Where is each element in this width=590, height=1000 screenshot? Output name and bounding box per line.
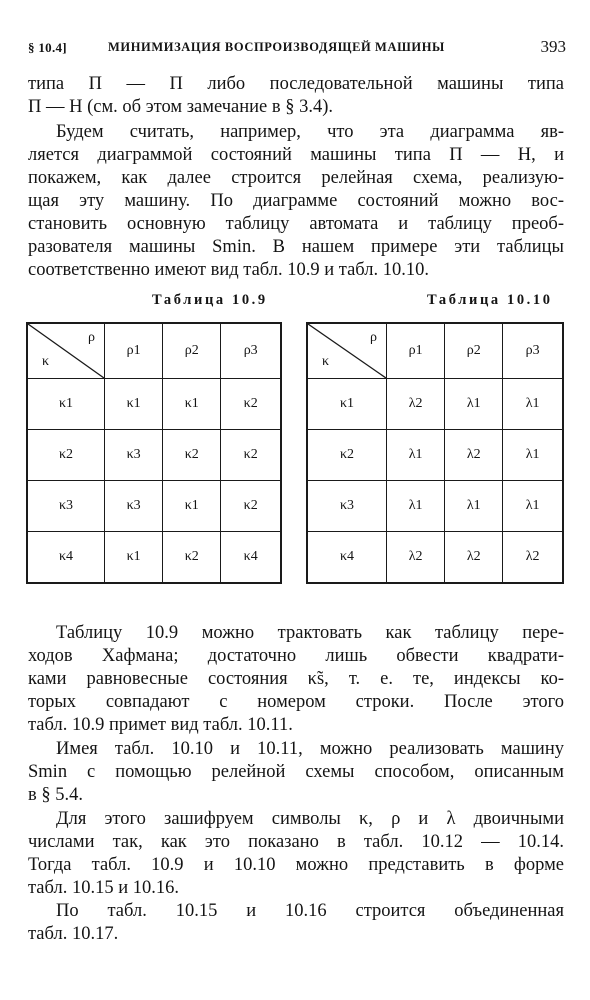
paragraph-2 — [28, 121, 564, 282]
text-line: в § 5.4. — [28, 785, 83, 805]
table-row — [307, 481, 563, 532]
table-cell: κ2 — [221, 379, 281, 430]
table-cell: κ4 — [221, 532, 281, 584]
table-cell: λ1 — [445, 481, 503, 532]
corner-top-label: ρ — [370, 330, 377, 345]
table-cell: λ2 — [387, 532, 445, 584]
corner-cell — [27, 323, 105, 379]
row-label: κ4 — [27, 532, 105, 584]
table-cell: λ2 — [445, 532, 503, 584]
table-10-9 — [26, 322, 282, 584]
running-header — [28, 37, 566, 61]
table-10-10 — [306, 322, 564, 584]
table-cell: λ1 — [387, 481, 445, 532]
column-header: ρ1 — [387, 323, 445, 379]
corner-top-label: ρ — [88, 330, 95, 345]
corner-bottom-label: κ — [42, 354, 50, 369]
table-caption-10-9: Таблица 10.9 — [152, 292, 268, 308]
table-cell: κ2 — [163, 430, 221, 481]
table-row — [27, 481, 281, 532]
table-cell: κ2 — [221, 430, 281, 481]
table-row — [307, 379, 563, 430]
text-line: табл. 10.17. — [28, 924, 119, 944]
text-line: щая эту машину. По диаграмме состояний можно вос- — [28, 191, 564, 211]
table-cell: λ1 — [503, 379, 563, 430]
table-row — [27, 430, 281, 481]
table-cell: λ2 — [503, 532, 563, 584]
text-line: числами так, как это показано в табл. 10.12 — 10.14. — [28, 832, 564, 852]
row-label: κ1 — [307, 379, 387, 430]
row-label: κ3 — [27, 481, 105, 532]
text-line: покажем, как далее строится релейная схема, реализую- — [28, 168, 564, 188]
text-line: Тогда табл. 10.9 и 10.10 можно представить в форме — [28, 855, 564, 875]
text-line: ходов Хафмана; достаточно лишь обвести квадрати- — [28, 646, 564, 666]
text-line: Для этого зашифруем символы κ, ρ и λ двоичными — [56, 809, 564, 829]
table-cell: κ2 — [163, 532, 221, 584]
text-line: соответственно имеют вид табл. 10.9 и табл. 10.10. — [28, 260, 429, 280]
table-cell: λ2 — [445, 430, 503, 481]
column-header: ρ3 — [503, 323, 563, 379]
section-ref: § 10.4] — [28, 40, 67, 55]
table-cell: λ1 — [503, 430, 563, 481]
text-line: По табл. 10.15 и 10.16 строится объединенная — [56, 901, 564, 921]
text-line: Smin с помощью релейной схемы способом, описанным — [28, 762, 564, 782]
table-row — [307, 532, 563, 584]
table-cell: κ3 — [105, 481, 163, 532]
table-cell: κ1 — [105, 532, 163, 584]
page-number: 393 — [540, 37, 566, 56]
row-label: κ3 — [307, 481, 387, 532]
text-line: табл. 10.15 и 10.16. — [28, 878, 179, 898]
paragraph-5 — [28, 808, 564, 900]
text-line: П — Н (см. об этом замечание в § 3.4). — [28, 97, 333, 117]
text-line: ками равновесные состояния κ̃s, т. е. те, индексы ко- — [28, 669, 564, 689]
table-cell: λ2 — [387, 379, 445, 430]
row-label: κ2 — [27, 430, 105, 481]
table-cell: κ1 — [163, 379, 221, 430]
text-line: Имея табл. 10.10 и 10.11, можно реализовать машину — [56, 739, 564, 759]
table-header-row — [307, 323, 563, 379]
column-header: ρ2 — [163, 323, 221, 379]
row-label: κ1 — [27, 379, 105, 430]
paragraph-4 — [28, 738, 564, 807]
table-cell: κ2 — [221, 481, 281, 532]
table-row — [307, 430, 563, 481]
table-cell: λ1 — [503, 481, 563, 532]
paragraph-1 — [28, 73, 564, 119]
text-line: Будем считать, например, что эта диаграмма яв- — [56, 122, 564, 142]
table-cell: λ1 — [387, 430, 445, 481]
chapter-title: МИНИМИЗАЦИЯ ВОСПРОИЗВОДЯЩЕЙ МАШИНЫ — [108, 40, 445, 54]
text-line: разователя машины Smin. В нашем примере эти таблицы — [28, 237, 564, 257]
column-header: ρ2 — [445, 323, 503, 379]
row-label: κ2 — [307, 430, 387, 481]
table-cell: κ1 — [163, 481, 221, 532]
table-header-row — [27, 323, 281, 379]
text-line: торых совпадают с номером строки. После этого — [28, 692, 564, 712]
corner-cell — [307, 323, 387, 379]
text-line: типа П — П либо последовательной машины типа — [28, 74, 564, 94]
paragraph-6 — [28, 900, 564, 946]
table-caption-10-10: Таблица 10.10 — [427, 292, 553, 308]
corner-bottom-label: κ — [322, 354, 330, 369]
text-line: становить основную таблицу автомата и таблицу преоб- — [28, 214, 564, 234]
text-line: табл. 10.9 примет вид табл. 10.11. — [28, 715, 293, 735]
text-line: ляется диаграммой состояний машины типа П — Н, и — [28, 145, 564, 165]
table-row — [27, 532, 281, 584]
table-cell: κ3 — [105, 430, 163, 481]
table-cell: λ1 — [445, 379, 503, 430]
column-header: ρ3 — [221, 323, 281, 379]
table-cell: κ1 — [105, 379, 163, 430]
paragraph-3 — [28, 622, 564, 737]
row-label: κ4 — [307, 532, 387, 584]
column-header: ρ1 — [105, 323, 163, 379]
table-row — [27, 379, 281, 430]
text-line: Таблицу 10.9 можно трактовать как таблицу пере- — [56, 623, 564, 643]
